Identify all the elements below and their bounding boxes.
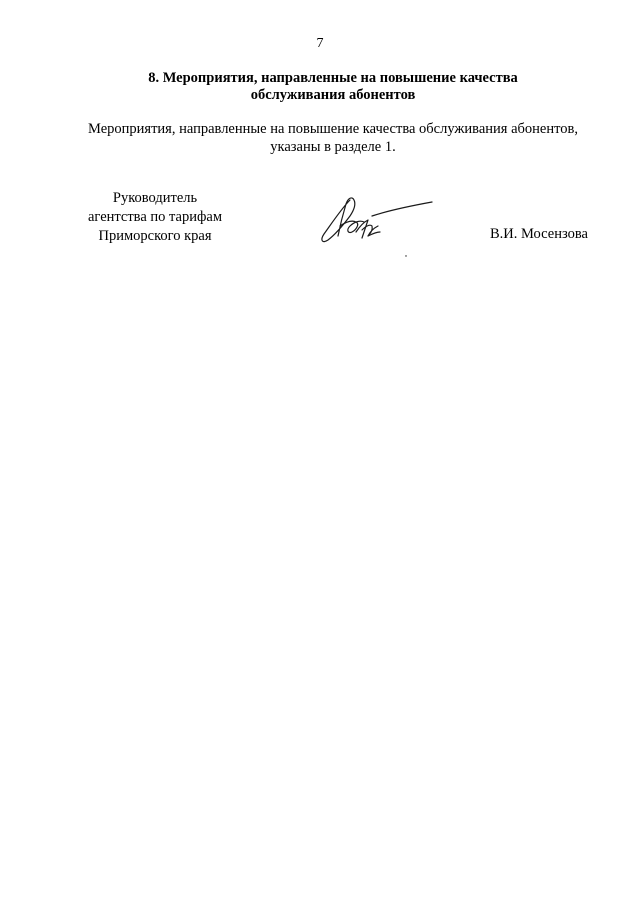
section-body-paragraph bbox=[60, 120, 606, 156]
signatory-position bbox=[60, 189, 250, 246]
section-body-line-2: указаны в разделе 1. bbox=[270, 139, 396, 155]
page-number: 7 bbox=[316, 36, 324, 51]
handwritten-signature-icon bbox=[310, 186, 450, 266]
signatory-position-line-1: Руководитель bbox=[112, 190, 198, 206]
section-heading-line-2: обслуживания абонентов bbox=[250, 87, 416, 103]
section-heading-line-1: 8. Мероприятия, направленные на повышение качества bbox=[148, 70, 518, 86]
signatory-position-line-3: Приморского края bbox=[98, 228, 212, 244]
signatory-name: В.И. Мосензова bbox=[490, 226, 588, 242]
section-body-line-1: Мероприятия, направленные на повышение качества обслуживания абонентов, bbox=[88, 121, 578, 137]
signatory-position-line-2: агентства по тарифам bbox=[88, 209, 222, 225]
section-heading bbox=[0, 70, 640, 104]
